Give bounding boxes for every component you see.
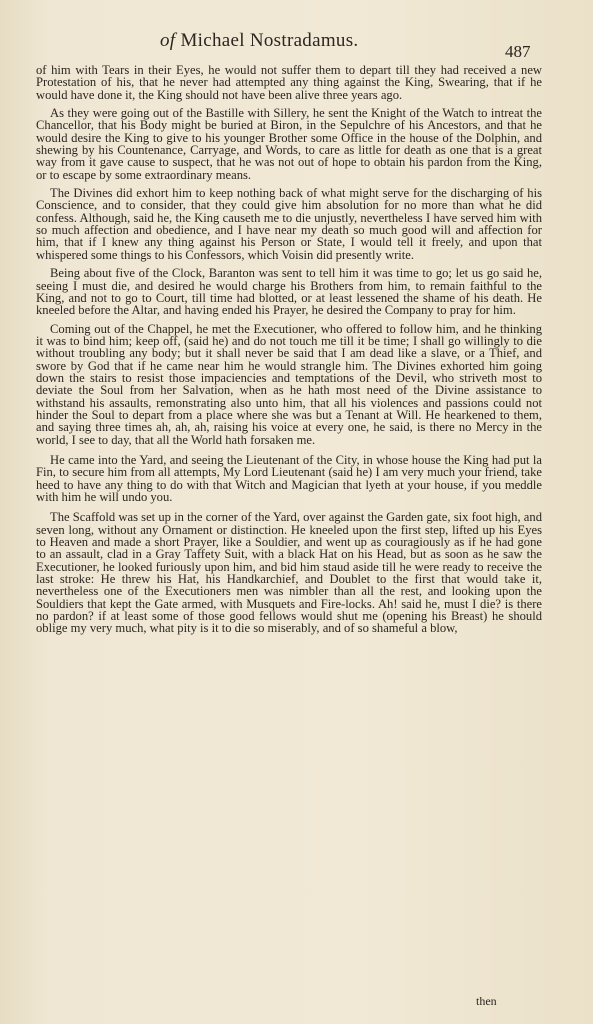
page-header	[0, 30, 593, 62]
paragraph-1: of him with Tears in their Eyes, he would not suffer them to depart till they had received a new Protestation of his, that he never had attempted any thing against the King, Swearing, that if he would have done it, the King should not have been alive three years ago.	[36, 63, 542, 102]
catchword: then	[476, 994, 497, 1008]
running-title	[160, 30, 358, 52]
paragraph-6: He came into the Yard, and seeing the Lieutenant of the City, in whose house the King had put la Fin, to secure him from all attempts, My Lord Lieutenant (said he) I am very much your friend, take heed to have any thing to do with that Witch and Magician that lyeth at your house, if you meddle with him he will undo you.	[36, 452, 542, 504]
paragraph-4: Being about five of the Clock, Baranton was sent to tell him it was time to go; let us go said he, seeing I must die, and desired he would charge his Brothers from him, to remain faithful to the King, and not to go to Court, till time had blotted, or at least lessened the shame of his death. He kneeled before the Altar, and having ended his Prayer, he desired the Company to pray for him.	[36, 266, 542, 318]
paragraph-7: The Scaffold was set up in the corner of the Yard, over against the Garden gate, six foot high, and seven long, without any Ornament or distinction. He kneeled upon the first step, lifted up his Eyes to Heaven and made a short Prayer, like a Souldier, and went up as couragiously as if he had gone to an assault, clad in a Gray Taffety Suit, with a black Hat on his Head, but as soon as he saw the Executioner, he looked furiously upon him, and bid him staud aside till he were ready to receive the last stroke: He threw his Hat, his Handkarchief, and Doublet to the first that would take it, nevertheless one of the Executioners men was nimbler than all the rest, and looking upon the Souldiers that kept the Gate armed, with Musquets and Fire-locks. Ah! said he, must I die? is there no pardon? if at least some of those good fellows would shut me (opening his Breast) he should oblige my very much, what pity is it to die so miserably, and of so shameful a blow,	[36, 510, 542, 636]
paragraph-2: As they were going out of the Bastille with Sillery, he sent the Knight of the Watch to intreat the Chancellor, that his Body might be buried at Biron, in the Sepulchre of his Ancestors, and that he would desire the King to give to his younger Brother some Office in the house of the Dolphin, and shewing by his Countenance, Carryage, and Words, to care as little for death as one that is a great way from it gave cause to suspect, that he was not out of hope to obtain his pardon from the King, or to escape by some extraordinary means.	[36, 106, 542, 182]
running-title-of: of	[160, 30, 176, 51]
body-text	[36, 64, 542, 641]
paragraph-5: Coming out of the Chappel, he met the Executioner, who offered to follow him, and he thinking it was to bind him; keep off, (said he) and do not touch me till it be time; I shall go willingly to die without troubling any body; but it shall never be said that I am dead like a slave, or a Thief, and swore by God that if he came near him he would strangle him. The Divines exhorted him going down the stairs to resist those impaciencies and temptations of the Devil, who striveth most to deviate the Soul from her Salvation, when as he hath most need of the Divine assistance to withstand his assaults, remonstrating also unto him, that all his violences and passions could not hinder the Soul to depart from a place where she was but a Tenant at Will. He hearkened to them, and saying three times ah, ah, ah, raising his voice at every one, he said, is there no Mercy in the world, I see to day, that all the World hath forsaken me.	[36, 321, 542, 447]
running-title-name: Michael Nostradamus.	[180, 30, 359, 51]
paragraph-3: The Divines did exhort him to keep nothing back of what might serve for the discharging of his Conscience, and to consider, that they could give him absolution for no more than what he did confess. Although, said he, the King causeth me to die unjustly, nevertheless I have served him with so much affection and obedience, and I have near my death so much good will and affection for him, that if I knew any thing against his Person or State, I would tell it freely, and upon that whispered some things to his Confessors, which Voisin did presently write.	[36, 186, 542, 262]
page-number: 487	[505, 42, 531, 61]
